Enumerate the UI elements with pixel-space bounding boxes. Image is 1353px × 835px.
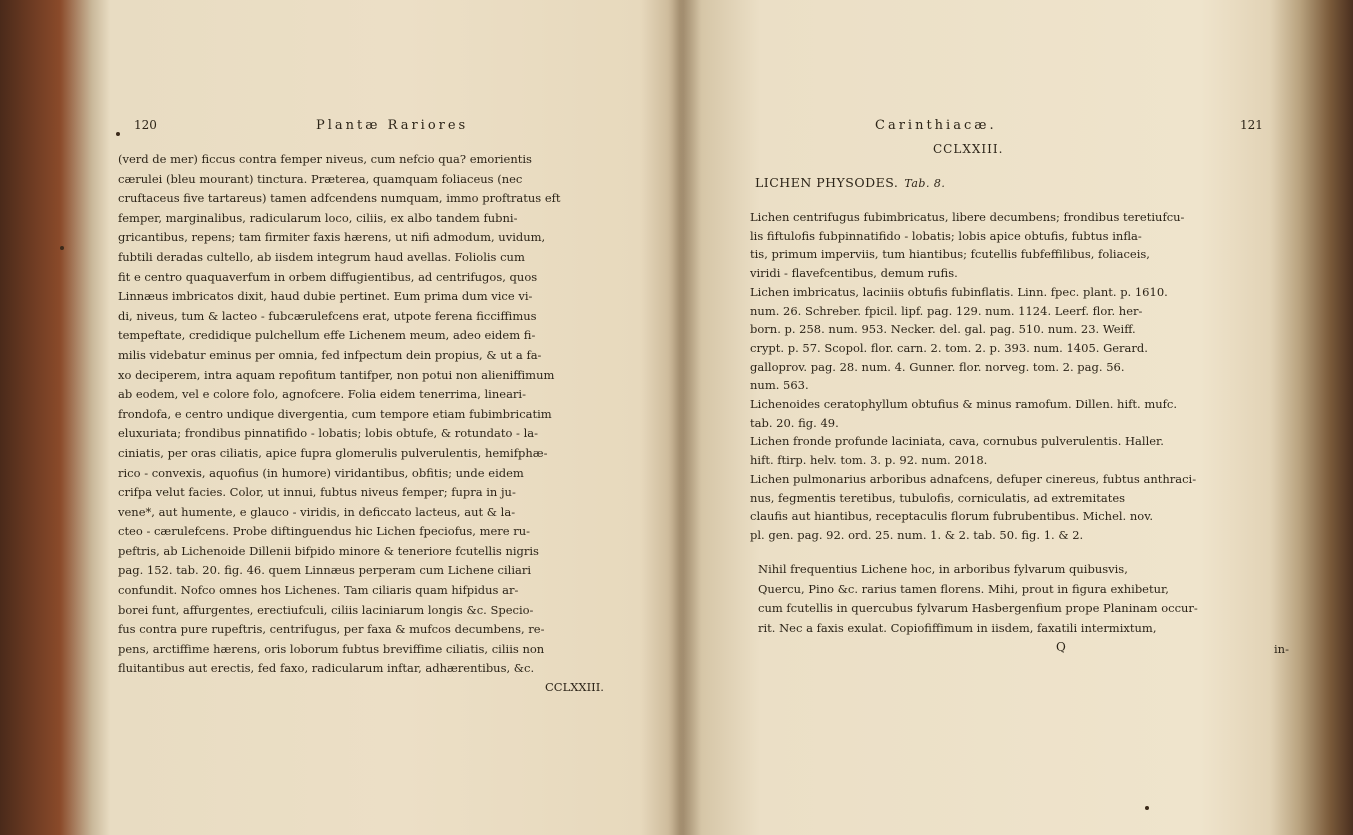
text-line: pl. gen. pag. 92. ord. 25. num. 1. & 2. tab. 50. fig. 1. & 2. [750,527,1084,542]
text-line: cærulei (bleu mourant) tinctura. Præterea, quamquam foliaceus (nec [118,171,523,186]
tab-reference: Tab. 8. [904,177,946,190]
text-line: num. 26. Schreber. fpicil. lipf. pag. 129. num. 1124. Leerf. flor. her- [750,303,1143,318]
text-line: (verd de mer) ficcus contra femper niveus, cum nefcio qua? emorientis [118,152,532,166]
text-line: Quercu, Pino &c. rarius tamen florens. Mihi, prout in figura exhibetur, [758,581,1169,596]
text-line: ab eodem, vel e colore folo, agnofcere. Folia eidem tenerrima, lineari- [118,387,526,402]
text-line: galloprov. pag. 28. num. 4. Gunner. flor. norveg. tom. 2. pag. 56. [750,359,1125,374]
text-line: hift. ftirp. helv. tom. 3. p. 92. num. 2018. [750,453,988,468]
text-line: vene*, aut humente, e glauco - viridis, in deficcato lacteus, aut & la- [118,504,516,519]
text-line: born. p. 258. num. 953. Necker. del. gal. pag. 510. num. 23. Weiff. [750,322,1136,337]
right-paragraph [758,560,1288,638]
text-line: cteo - cærulefcens. Probe diftinguendus hic Lichen fpeciofus, mere ru- [118,524,531,539]
text-line: xo deciperem, intra aquam repofitum tantifper, non potui non alieniffimum [118,367,555,382]
text-line: peftris, ab Lichenoide Dillenii bifpido minore & teneriore fcutellis nigris [118,543,539,558]
left-page [110,0,670,835]
species-title [755,175,945,190]
plate-number: CCLXXIII. [933,142,1004,156]
text-line: Lichen fronde profunde laciniata, cava, cornubus pulverulentis. Haller. [750,434,1164,449]
right-page [700,0,1300,835]
text-line: nus, fegmentis teretibus, tubulofis, corniculatis, ad extremitates [750,490,1126,505]
text-line: rico - convexis, aquofius (in humore) viridantibus, obfitis; unde eidem [118,465,524,480]
text-line: Lichenoides ceratophyllum obtufius & minus ramofum. Dillen. hift. mufc. [750,397,1177,412]
text-line: crifpa velut facies. Color, ut innui, fubtus niveus femper; fupra in ju- [118,485,516,500]
text-line: num. 563. [750,378,809,393]
text-line: fubtili deradas cultello, ab iisdem integrum haud avellas. Foliolis cum [118,249,525,264]
right-page-number: 121 [1240,118,1263,132]
text-line: fus contra pure rupeftris, centrifugus, per faxa & mufcos decumbens, re- [118,622,545,637]
text-line: cum fcutellis in quercubus fylvarum Hasbergenfium prope Planinam occur- [758,601,1198,616]
text-line: ciniatis, per oras ciliatis, apice fupra glomerulis pulverulentis, hemifphæ- [118,445,548,460]
text-line: Lichen pulmonarius arboribus adnafcens, defuper cinereus, fubtus anthraci- [750,471,1197,486]
text-line: gricantibus, repens; tam firmiter faxis hærens, ut nifi admodum, uvidum, [118,230,546,245]
text-line: Linnæus imbricatos dixit, haud dubie pertinet. Eum prima dum vice vi- [118,289,533,304]
text-line: viridi - flavefcentibus, demum rufis. [750,266,958,281]
right-catchword: in- [1274,642,1289,656]
text-line: crypt. p. 57. Scopol. flor. carn. 2. tom. 2. p. 393. num. 1405. Gerard. [750,340,1148,355]
text-line: cruftaceus five tartareus) tamen adfcendens numquam, immo proftratus eft [118,191,561,206]
text-line: Nihil frequentius Lichene hoc, in arboribus fylvarum quibusvis, [758,562,1128,576]
left-catchword: CCLXXIII. [545,680,604,694]
text-line: tempeftate, credidique pulchellum effe Lichenem meum, adeo eidem fi- [118,328,536,343]
text-line: tis, primum imperviis, tum hiantibus; fcutellis fubfeffilibus, foliaceis, [750,247,1150,262]
left-running-head: Plantæ Rariores [316,118,469,133]
text-line: pens, arctiffime hærens, oris loborum fubtus breviffime ciliatis, ciliis non [118,641,545,656]
text-line: confundit. Nofco omnes hos Lichenes. Tam ciliaris quam hifpidus ar- [118,583,519,598]
species-name: LICHEN PHYSODES. [755,175,899,190]
page-speck [60,246,64,250]
text-line: frondofa, e centro undique divergentia, cum tempore etiam fubimbricatim [118,406,552,421]
right-running-head: Carinthiacæ. [875,118,997,133]
text-line: pag. 152. tab. 20. fig. 46. quem Linnæus perperam cum Lichene ciliari [118,563,532,578]
text-line: borei funt, affurgentes, erectiufculi, ciliis laciniarum longis &c. Specio- [118,602,534,617]
text-line: tab. 20. fig. 49. [750,415,839,430]
left-body [118,150,638,679]
text-line: milis videbatur eminus per omnia, fed infpectum dein propius, & ut a fa- [118,347,542,362]
text-line: di, niveus, tum & lacteo - fubcærulefcens erat, utpote ferena ficciffimus [118,308,537,323]
page-speck [116,132,120,136]
page-speck [1145,806,1149,810]
left-page-number: 120 [134,118,157,132]
text-line: fluitantibus aut erectis, fed faxo, radicularum inftar, adhærentibus, &c. [118,661,535,676]
text-line: fit e centro quaquaverfum in orbem diffugientibus, ad centrifugos, quos [118,269,538,284]
text-line: claufis aut hiantibus, receptaculis florum fubrubentibus. Michel. nov. [750,509,1153,524]
text-line: Lichen imbricatus, laciniis obtufis fubinflatis. Linn. fpec. plant. p. 1610. [750,284,1168,299]
text-line: lis fiftulofis fubpinnatifido - lobatis; lobis apice obtufis, fubtus infla- [750,228,1142,243]
text-line: rit. Nec a faxis exulat. Copiofiffimum in iisdem, faxatili intermixtum, [758,620,1157,635]
gutter-shadow [668,0,702,835]
text-line: femper, marginalibus, radicularum loco, ciliis, ex albo tandem fubni- [118,210,518,225]
right-synonymy [750,208,1290,545]
text-line: eluxuriata; frondibus pinnatifido - lobatis; lobis obtufe, & rotundato - la- [118,426,538,441]
text-line: Lichen centrifugus fubimbricatus, libere decumbens; frondibus teretiufcu- [750,210,1185,224]
signature-mark: Q [1056,640,1066,654]
